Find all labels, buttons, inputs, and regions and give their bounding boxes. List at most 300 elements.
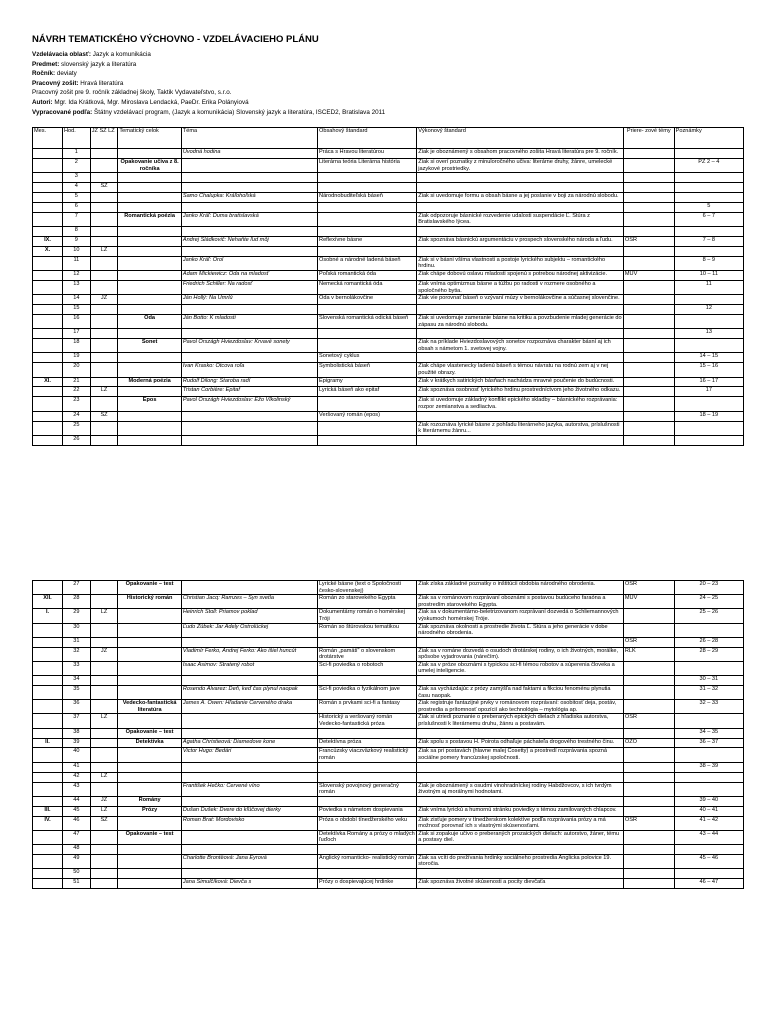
cell-prier: [623, 421, 674, 435]
cell-hod: 24: [63, 411, 91, 421]
cell-pozn: [674, 173, 743, 183]
cell-vykon: Žiak spoznáva básnickú argumentáciu v prospech slovenského národa a ľudu.: [417, 237, 624, 247]
cell-celok: [118, 329, 181, 339]
cell-vykon: Žiak vníma optimizmus básne a túžbu po radosti v rozmere osobného a spoločného bytia.: [417, 281, 624, 295]
table-row: [33, 686, 744, 700]
cell-pozn: 26 – 28: [674, 637, 743, 647]
month-cell: [33, 411, 63, 421]
cell-prier: [623, 728, 674, 738]
cell-jz: [90, 202, 118, 212]
cell-jz: [90, 353, 118, 363]
cell-celok: Vedecko-fantastická literatúra: [118, 700, 181, 714]
cell-hod: 3: [63, 173, 91, 183]
cell-celok: Opakovanie – test: [118, 830, 181, 844]
cell-prier: [623, 183, 674, 193]
cell-vykon: Žiak v krátkych satirických básňach nachádza mravné poučenie do budúcnosti.: [417, 377, 624, 387]
cell-celok: Romantická poézia: [118, 212, 181, 226]
cell-vykon: Žiak sa v próze oboznámi s typickou sci-fi témou robotov a súperenia človeka a umelej inteligencie.: [417, 661, 624, 675]
cell-jz: [90, 748, 118, 762]
cell-celok: [118, 435, 181, 445]
month-cell: [33, 728, 63, 738]
cell-pozn: 40 – 41: [674, 806, 743, 816]
cell-pozn: 41 – 42: [674, 816, 743, 830]
table-row: [33, 315, 744, 329]
cell-jz: LZ: [90, 772, 118, 782]
cell-prier: [623, 676, 674, 686]
month-cell: [33, 193, 63, 203]
cell-obsah: [318, 637, 417, 647]
cell-celok: [118, 173, 181, 183]
cell-vykon: [417, 796, 624, 806]
cell-hod: 15: [63, 305, 91, 315]
month-cell: [33, 271, 63, 281]
month-cell: [33, 315, 63, 329]
cell-pozn: 5: [674, 202, 743, 212]
month-cell: [33, 149, 63, 159]
cell-prier: [623, 435, 674, 445]
month-cell: [33, 212, 63, 226]
column-header: Téma: [181, 128, 317, 149]
month-cell: [33, 435, 63, 445]
cell-tema: Ľudo Zúbek: Jar Adely Ostrolúckej: [181, 623, 317, 637]
cell-hod: 50: [63, 869, 91, 879]
table-row: [33, 183, 744, 193]
cell-hod: 42: [63, 772, 91, 782]
cell-jz: JZ: [90, 796, 118, 806]
cell-vykon: Žiak si v básni všíma vlastnosti a postoje lyrického subjektu – romantického hrdinu.: [417, 256, 624, 270]
cell-jz: [90, 782, 118, 796]
cell-vykon: [417, 329, 624, 339]
cell-hod: 44: [63, 796, 91, 806]
cell-pozn: 11: [674, 281, 743, 295]
cell-celok: [118, 686, 181, 700]
cell-pozn: [674, 661, 743, 675]
cell-obsah: Epigramy: [318, 377, 417, 387]
plan-table-part-1: [32, 127, 744, 446]
cell-celok: [118, 623, 181, 637]
cell-jz: [90, 315, 118, 329]
meta-line: [32, 88, 744, 98]
cell-celok: [118, 281, 181, 295]
column-header: JZ SZ LZ: [90, 128, 118, 149]
cell-vykon: Žiak spoznáva osobnosť lyrického hrdinu prostredníctvom jeho životného odkazu.: [417, 387, 624, 397]
table-row: [33, 295, 744, 305]
cell-obsah: [318, 435, 417, 445]
cell-tema: [181, 435, 317, 445]
cell-tema: Rudolf Dilong: Staroba radí: [181, 377, 317, 387]
cell-celok: Opakovanie – test: [118, 581, 181, 595]
cell-tema: Andrej Sládkovič: Nehaňte ľud môj: [181, 237, 317, 247]
month-cell: [33, 647, 63, 661]
cell-prier: [623, 246, 674, 256]
cell-prier: [623, 854, 674, 868]
cell-vykon: Žiak spolu s postavou H. Poirota odhaľuje páchateľa drogového trestného činu.: [417, 738, 624, 748]
cell-vykon: Žiak je oboznámený s obsahom pracovného zošita Hravá literatúra pre 9. ročník.: [417, 149, 624, 159]
month-cell: [33, 637, 63, 647]
meta-label: Autori:: [32, 98, 53, 106]
cell-jz: [90, 830, 118, 844]
meta-line: [32, 108, 744, 118]
cell-pozn: 46 – 47: [674, 879, 743, 889]
cell-vykon: [417, 676, 624, 686]
cell-jz: [90, 397, 118, 411]
cell-pozn: 43 – 44: [674, 830, 743, 844]
cell-celok: [118, 762, 181, 772]
cell-obsah: Próza o období tínedžerského veku: [318, 816, 417, 830]
cell-vykon: Žiak sa v románe dozvedá o osudoch drotárskej rodiny, o ich životných, morálke, spôsobe vyjadrovania (nárečím).: [417, 647, 624, 661]
cell-vykon: Žiak je oboznámený s osudmi vinohradníckej rodiny Habdžovcov, s ich tvrdým životným aj morálnymi hodnotami.: [417, 782, 624, 796]
cell-prier: [623, 193, 674, 203]
cell-vykon: Žiak si uvedomuje formu a obsah básne a jej poslanie v boji za národnú slobodu.: [417, 193, 624, 203]
cell-hod: 27: [63, 581, 91, 595]
table-row: [33, 728, 744, 738]
cell-obsah: [318, 339, 417, 353]
column-header: Poznámky: [674, 128, 743, 149]
table-row: [33, 421, 744, 435]
cell-jz: LZ: [90, 387, 118, 397]
cell-jz: [90, 256, 118, 270]
month-cell: [33, 421, 63, 435]
cell-prier: [623, 149, 674, 159]
month-cell: [33, 227, 63, 237]
month-cell: [33, 353, 63, 363]
month-cell: [33, 305, 63, 315]
column-header: Tematický celok: [118, 128, 181, 149]
cell-hod: 6: [63, 202, 91, 212]
cell-obsah: Román s prvkami sci-fi a fantasy: [318, 700, 417, 714]
cell-hod: 13: [63, 281, 91, 295]
table-row: [33, 762, 744, 772]
cell-celok: [118, 647, 181, 661]
table-row: [33, 435, 744, 445]
cell-hod: 4: [63, 183, 91, 193]
cell-hod: 17: [63, 329, 91, 339]
column-header: Obsahový štandard: [318, 128, 417, 149]
cell-vykon: Žiak spoznáva životné skúsenosti a pocity dievčaťa: [417, 879, 624, 889]
table-row: [33, 816, 744, 830]
table-row: [33, 271, 744, 281]
cell-vykon: Žiak si uvedomuje zameranie básne na kritiku a povzbudenie mladej generácie do zápasu za národnú slobodu.: [418, 315, 622, 328]
cell-obsah: [318, 183, 417, 193]
cell-hod: 12: [63, 271, 91, 281]
cell-celok: [118, 772, 181, 782]
cell-celok: Detektívka: [118, 738, 181, 748]
cell-prier: [623, 830, 674, 844]
cell-vykon: [417, 869, 624, 879]
month-cell: X.: [33, 246, 63, 256]
cell-prier: [623, 227, 674, 237]
cell-obsah: [318, 397, 417, 411]
table-row: [33, 623, 744, 637]
cell-vykon: Žiak chápe dobovú oslavu mladosti spojenú s potrebou národnej aktivizácie.: [417, 271, 624, 281]
meta-line: [32, 98, 744, 108]
month-cell: [33, 844, 63, 854]
cell-pozn: [674, 748, 743, 762]
month-cell: XI.: [33, 377, 63, 387]
table-row: [33, 772, 744, 782]
cell-tema: Roman Brat: Mordovisko: [181, 816, 317, 830]
table-row: [33, 714, 744, 728]
cell-celok: [118, 748, 181, 762]
cell-vykon: [417, 227, 624, 237]
cell-tema: [181, 158, 317, 172]
cell-vykon: [417, 435, 624, 445]
month-cell: [33, 854, 63, 868]
table-row: [33, 397, 744, 411]
table-row: [33, 411, 744, 421]
month-cell: [33, 295, 63, 305]
table-row: [33, 661, 744, 675]
cell-obsah: Poviedka s námetom dospievania: [318, 806, 417, 816]
cell-obsah: Osobné a národné ladená báseň: [318, 256, 417, 270]
cell-hod: 19: [63, 353, 91, 363]
cell-prier: [623, 281, 674, 295]
cell-hod: 8: [63, 227, 91, 237]
cell-prier: [623, 700, 674, 714]
cell-celok: [118, 844, 181, 854]
cell-obsah: [318, 227, 417, 237]
cell-tema: Ján Botto: K mladosti: [181, 315, 317, 329]
cell-tema: Heinrich Stoll: Priamov poklad: [181, 609, 317, 623]
month-cell: [33, 748, 63, 762]
meta-label: Ročník:: [32, 70, 56, 78]
cell-jz: [90, 700, 118, 714]
cell-celok: [118, 854, 181, 868]
cell-hod: 21: [63, 377, 91, 387]
cell-celok: [118, 782, 181, 796]
meta-line: [32, 79, 744, 89]
cell-hod: 2: [63, 158, 91, 172]
cell-vykon: Žiak zisťuje pomery v tínedžerskom kolektíve podľa rozprávania prózy a má možnosť porovnať ich s vlastnými skúsenosťami.: [417, 816, 624, 830]
cell-tema: Ján Hollý: Na Umrlú: [181, 295, 317, 305]
cell-obsah: Slovenská romantická odická báseň: [318, 315, 417, 329]
cell-celok: [118, 183, 181, 193]
cell-tema: [181, 796, 317, 806]
cell-jz: JZ: [90, 295, 118, 305]
cell-prier: [623, 796, 674, 806]
table-row: [33, 879, 744, 889]
month-cell: XII.: [33, 595, 63, 609]
cell-vykon: [417, 202, 624, 212]
cell-vykon: Žiak rozoznáva lyrické básne z pohľadu literárneho jazyka, autorstva, príslušnosti k literárnemu žánru...: [417, 421, 624, 435]
cell-tema: [181, 762, 317, 772]
cell-hod: 9: [63, 237, 91, 247]
cell-jz: SZ: [90, 411, 118, 421]
column-header: Mes.: [33, 128, 63, 149]
cell-prier: [623, 173, 674, 183]
plan-table-part-2: [32, 580, 744, 889]
cell-pozn: [674, 772, 743, 782]
cell-celok: [118, 421, 181, 435]
cell-pozn: 7 – 8: [674, 237, 743, 247]
cell-jz: [90, 879, 118, 889]
cell-pozn: [674, 227, 743, 237]
cell-prier: [623, 762, 674, 772]
cell-jz: [90, 149, 118, 159]
cell-vykon: [417, 411, 624, 421]
cell-vykon: Žiak si uvedomuje základný konflikt epického skladby – básnického rozprávania: rozpor zemianstva a sedliactva.: [417, 397, 624, 411]
cell-hod: 30: [63, 623, 91, 637]
cell-pozn: PZ 2 – 4: [674, 158, 743, 172]
month-cell: [33, 183, 63, 193]
month-cell: [33, 397, 63, 411]
cell-obsah: Reflexívne básne: [318, 237, 417, 247]
meta-value: Mgr. Ida Krátková, Mgr. Miroslava Lendacká, PaeDr. Erika Polányiová: [52, 98, 249, 106]
meta-value: deviaty: [55, 70, 77, 78]
table-row: [33, 212, 744, 226]
cell-hod: 22: [63, 387, 91, 397]
cell-tema: [181, 421, 317, 435]
cell-pozn: [674, 435, 743, 445]
cell-jz: [90, 623, 118, 637]
cell-tema: [181, 246, 317, 256]
cell-celok: [118, 227, 181, 237]
cell-jz: JZ: [90, 647, 118, 661]
table-row: [33, 854, 744, 868]
cell-jz: [90, 844, 118, 854]
table-row: [33, 637, 744, 647]
cell-tema: [181, 728, 317, 738]
cell-vykon: Žiak sa v dokumentárno-beletrizovanom rozprávaní dozvedá o Schliemannových výskumoch homérskej Tróje.: [417, 609, 624, 623]
month-cell: [33, 796, 63, 806]
cell-jz: [90, 329, 118, 339]
cell-tema: František Hečko: Červené víno: [181, 782, 317, 796]
cell-pozn: 25 – 26: [674, 609, 743, 623]
cell-celok: [118, 609, 181, 623]
cell-pozn: [674, 183, 743, 193]
month-cell: [33, 387, 63, 397]
cell-tema: [181, 772, 317, 782]
cell-tema: Jana Šimulčíková: Dievča s: [181, 879, 317, 889]
cell-tema: [181, 676, 317, 686]
cell-obsah: [318, 329, 417, 339]
document-title: NÁVRH TEMATICKÉHO VÝCHOVNO - VZDELÁVACIEHO PLÁNU: [32, 34, 319, 45]
table-row: [33, 339, 744, 353]
month-cell: [33, 363, 63, 377]
meta-label: Predmet:: [32, 60, 60, 68]
cell-prier: [623, 387, 674, 397]
cell-hod: 41: [63, 762, 91, 772]
cell-pozn: 14 – 15: [674, 353, 743, 363]
month-cell: [33, 623, 63, 637]
cell-hod: 23: [63, 397, 91, 411]
cell-vykon: Žiak sa vcíti do prežívania hrdinky sociálneho prostredia Anglicka polovice 19. storočia.: [417, 854, 624, 868]
cell-tema: [181, 844, 317, 854]
cell-vykon: Žiak sa pri postavách (hlavne malej Cosetty) a prostredí rozprávania spozná sociálne pomery francúzskej spoločnosti.: [417, 748, 624, 762]
cell-tema: Friedrich Schiller: Na radosť: [181, 281, 317, 295]
cell-prier: [623, 339, 674, 353]
cell-jz: [90, 435, 118, 445]
cell-hod: 51: [63, 879, 91, 889]
table-row: [33, 237, 744, 247]
table-row: [33, 796, 744, 806]
table-header-row: [33, 128, 744, 149]
cell-jz: [90, 158, 118, 172]
cell-hod: 39: [63, 738, 91, 748]
cell-pozn: 39 – 40: [674, 796, 743, 806]
cell-hod: 46: [63, 816, 91, 830]
cell-prier: [623, 609, 674, 623]
cell-celok: [118, 353, 181, 363]
cell-prier: OSR: [623, 237, 674, 247]
cell-vykon: Žiak na príklade Hviezdoslavových sonetov rozpoznáva charakter básní aj ich obsah s námetom 1. svetovej vojny.: [417, 339, 624, 353]
meta-line: [32, 50, 744, 60]
cell-celok: [118, 149, 181, 159]
month-cell: II.: [33, 738, 63, 748]
cell-obsah: [318, 844, 417, 854]
cell-hod: 43: [63, 782, 91, 796]
cell-pozn: [674, 193, 743, 203]
cell-pozn: [674, 869, 743, 879]
cell-obsah: Práca s Hravou literatúrou: [318, 149, 417, 159]
cell-celok: Óda: [118, 315, 181, 329]
cell-celok: Romány: [118, 796, 181, 806]
cell-pozn: [674, 315, 743, 329]
meta-label: Vypracované podľa:: [32, 108, 93, 116]
cell-obsah: [318, 202, 417, 212]
meta-value: Hravá literatúra: [78, 79, 124, 87]
cell-jz: [90, 281, 118, 295]
cell-tema: Janko Kráľ: Duma bratislavská: [181, 212, 317, 226]
table-row: [33, 647, 744, 661]
cell-pozn: 13: [674, 329, 743, 339]
cell-obsah: Národnobuditeľská báseň: [318, 193, 417, 203]
cell-celok: [118, 816, 181, 830]
cell-hod: 35: [63, 686, 91, 700]
month-cell: [33, 173, 63, 183]
cell-prier: [623, 844, 674, 854]
month-cell: [33, 782, 63, 796]
table-row: [33, 782, 744, 796]
cell-pozn: [674, 844, 743, 854]
cell-jz: [90, 738, 118, 748]
cell-jz: [90, 305, 118, 315]
cell-jz: [90, 854, 118, 868]
cell-prier: [623, 212, 674, 226]
cell-pozn: 31 – 32: [674, 686, 743, 700]
cell-pozn: [674, 421, 743, 435]
cell-obsah: Román so štúrovskou tematikou: [318, 623, 417, 637]
cell-jz: [90, 377, 118, 387]
document-header: [32, 34, 744, 117]
cell-prier: MUV: [623, 595, 674, 609]
cell-prier: [623, 202, 674, 212]
cell-vykon: [417, 772, 624, 782]
cell-tema: Úvodná hodina: [181, 149, 317, 159]
cell-jz: [90, 173, 118, 183]
cell-celok: Historický román: [118, 595, 181, 609]
cell-jz: [90, 869, 118, 879]
cell-hod: 10: [63, 246, 91, 256]
cell-jz: [90, 595, 118, 609]
cell-obsah: [318, 212, 417, 226]
cell-prier: OSR: [623, 581, 674, 595]
cell-pozn: 15 – 16: [674, 363, 743, 377]
cell-pozn: 18 – 19: [674, 411, 743, 421]
cell-obsah: [318, 173, 417, 183]
meta-line: [32, 60, 744, 70]
meta-label: Vzdelávacia oblasť:: [32, 51, 92, 58]
table-row: [33, 806, 744, 816]
cell-vykon: Žiak sa vycházdajúc z prózy zamýšľa nad faktami a fikciou fenoménu plynutia času naopak.: [417, 686, 624, 700]
month-cell: [33, 686, 63, 700]
cell-pozn: [674, 623, 743, 637]
cell-celok: [118, 237, 181, 247]
cell-obsah: Historický a veršovaný román Vedecko-fantastická próza: [318, 714, 417, 728]
cell-vykon: [417, 844, 624, 854]
table-row: [33, 193, 744, 203]
cell-jz: [90, 637, 118, 647]
